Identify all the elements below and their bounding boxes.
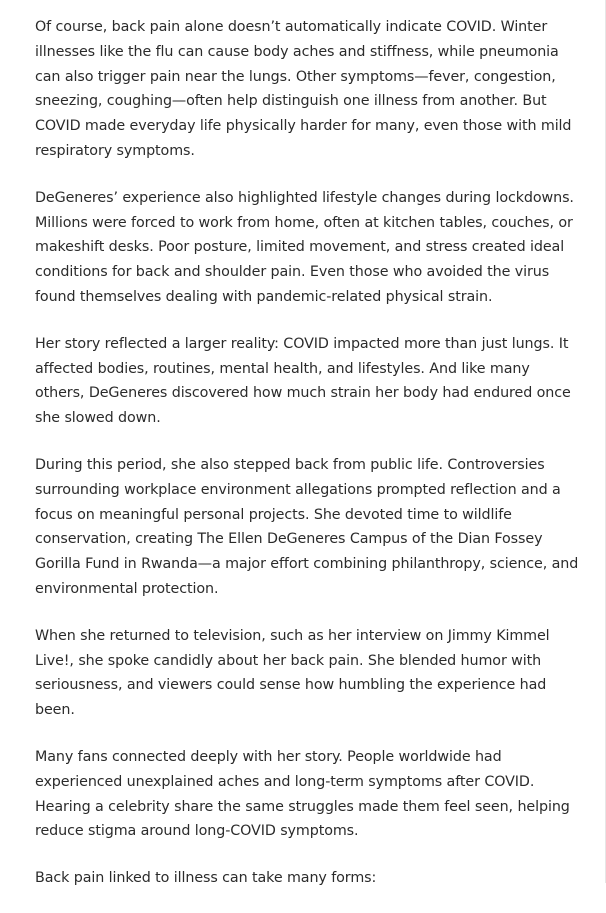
paragraph-lockdown-lifestyle: DeGeneres’ experience also highlighted lifestyle changes during lockdowns. Millions were forced to work from home, often at kitchen tables, couches, or makeshift desks. Poor posture, limited movement, and stress created ideal conditions for back and shoulder pain. Even those who avoided the virus found themselves dealing with pandemic-related physical strain. — [35, 189, 574, 305]
paragraph-fans-connected: Many fans connected deeply with her story. People worldwide had experienced unexplained aches and long-term symptoms after COVID. Hearing a celebrity share the same struggles made them feel seen, helping reduce stigma around long-COVID symptoms. — [35, 748, 570, 840]
paragraph-back-pain-forms: Back pain linked to illness can take many forms: — [35, 870, 377, 887]
paragraph-larger-reality: Her story reflected a larger reality: COVID impacted more than just lungs. It affected bodies, routines, mental health, and lifestyles. And like many others, DeGeneres discovered how much strain her body had endured once she slowed down. — [35, 335, 571, 427]
paragraph-covid-back-pain: Of course, back pain alone doesn’t automatically indicate COVID. Winter illnesses like the flu can cause body aches and stiffness, while pneumonia can also trigger pain near the lungs. Other symptoms—fever, congestion, sneezing, coughing—often help distinguish one illness from another. But COVID made everyday life physically harder for many, even those with mild respiratory symptoms. — [35, 19, 572, 159]
paragraph-public-life: During this period, she also stepped back from public life. Controversies surrounding workplace environment allegations prompted reflection and a focus on meaningful personal projects. She devoted time to wildlife conservation, creating The Ellen DeGeneres Campus of the Dian Fossey Gorilla Fund in Rwanda—a major effort combining philanthropy, science, and environmental protection. — [35, 456, 579, 597]
paragraph-television-return: When she returned to television, such as her interview on Jimmy Kimmel Live!, she spoke candidly about her back pain. She blended humor with seriousness, and viewers could sense how humbling the experience had been. — [35, 627, 550, 719]
article-body — [35, 15, 583, 913]
